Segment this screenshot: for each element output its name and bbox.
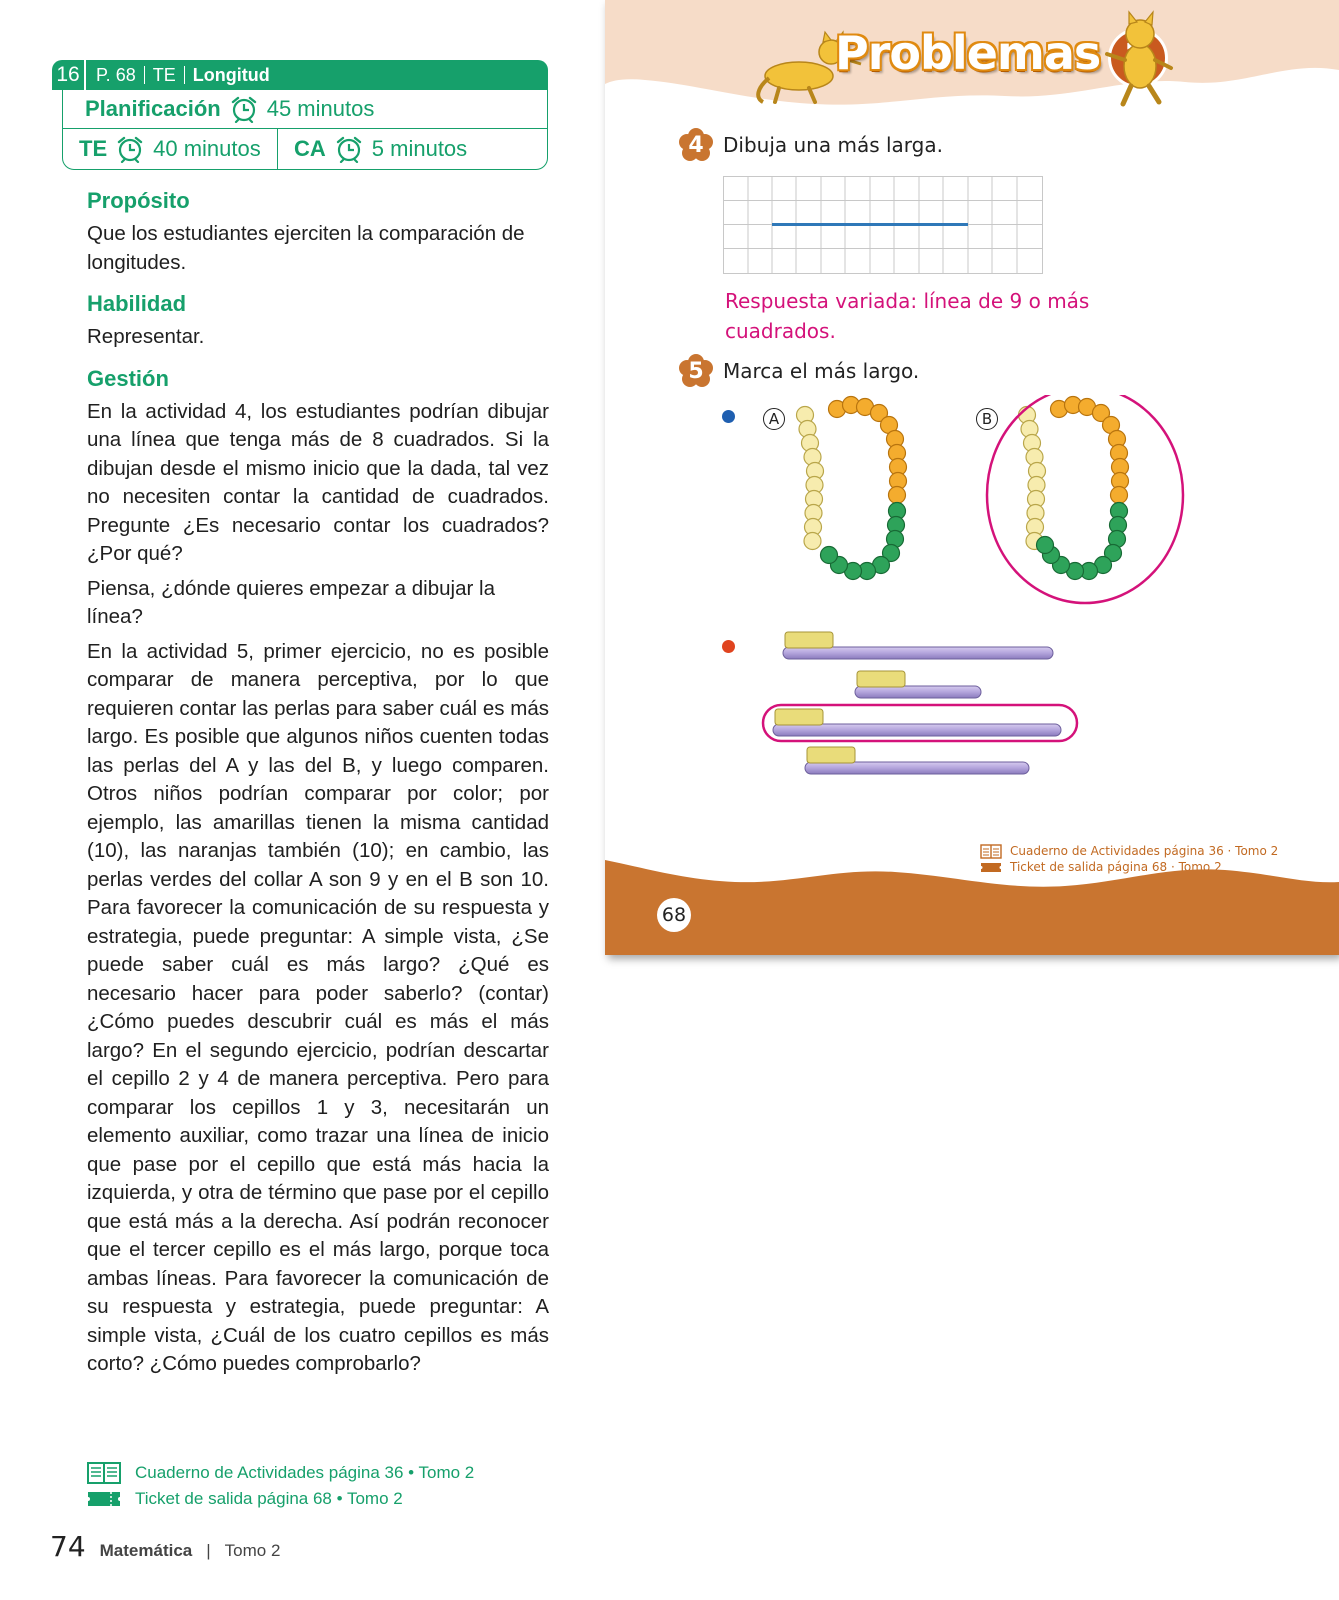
- blue-bullet: [722, 410, 735, 423]
- toothbrush-4[interactable]: [805, 747, 1029, 774]
- bead: [821, 547, 838, 564]
- toothbrush-1[interactable]: [783, 632, 1053, 659]
- divider: [144, 66, 145, 84]
- cat-mascot-icon: [1105, 10, 1175, 110]
- exit-ticket-icon: [87, 1489, 121, 1509]
- planning-time: 45 minutos: [266, 96, 375, 121]
- option-a-label: A: [763, 408, 785, 430]
- bead: [889, 487, 906, 504]
- necklace-a[interactable]: [797, 397, 907, 580]
- resource-references: [87, 1460, 474, 1512]
- activity-number-badge: [679, 128, 713, 162]
- toothbrushes-figure[interactable]: [755, 630, 1105, 810]
- alarm-clock-icon: [229, 95, 259, 123]
- activity-4-instruction: Dibuja una más larga.: [723, 133, 943, 157]
- footer-separator: |: [206, 1541, 211, 1560]
- te-time: 40 minutos: [153, 136, 261, 161]
- lesson-topic: Longitud: [192, 64, 270, 85]
- ca-time: 5 minutos: [371, 136, 468, 161]
- management-title: Gestión: [87, 365, 169, 391]
- workbook-reference: Cuaderno de Actividades página 36 • Tomo 2: [135, 1463, 475, 1482]
- answer-text: Respuesta variada: línea de 9 o más cuadrados.: [725, 289, 1090, 343]
- bead: [1111, 487, 1128, 504]
- toothbrush-2[interactable]: [855, 671, 981, 698]
- page-footer: [50, 1530, 280, 1563]
- volume-name: Tomo 2: [224, 1541, 281, 1560]
- planning-row: [62, 90, 548, 128]
- management-paragraph-2: Piensa, ¿dónde quieres empezar a dibujar la línea?: [87, 576, 495, 628]
- lesson-number: 16: [52, 60, 86, 90]
- necklaces-figure[interactable]: [765, 395, 1205, 625]
- workbook-icon: [980, 844, 1002, 859]
- bead: [804, 533, 821, 550]
- management-paragraph-3: En la actividad 5, primer ejercicio, no es posible comparar de manera perceptiva, por lo que requieren contar las perlas para saber cuál es más largo. Es posible que algunos niños cuenten todas las perlas del A y las del B, y luego comparen. Otros niños podrían comparar por color; por ejemplo, las amarillas tienen la misma cantidad (10), las naranjas también (10); en cambio, las perlas verdes del collar A son 9 y en el B son 10. Para favorecer la comunicación de su respuesta y estrategia, puede preguntar: A simple vista, ¿Se puede saber cuál es más largo? ¿Qué es necesario hacer para poder saberlo? (contar) ¿Cómo puedes descubrir cuál es más el más largo? En el segundo ejercicio, podrían descartar el cepillo 2 y 4 de manera perceptiva. Pero para comparar los cepillos 1 y 3, necesitarán un elemento auxiliar, como trazar una línea de inicio que pase por el cepillo que está más hacia la izquierda, y otra de término que pase por el cepillo que está más a la derecha. Así podrán reconocer que el tercer cepillo es el más largo, porque toca ambas líneas. Para favorecer la comunicación de su respuesta y estrategia, puede preguntar: A simple vista, ¿Cuál de los cuatro cepillos es más corto? ¿Cómo puedes comprobarlo?: [87, 639, 549, 1375]
- purpose-title: Propósito: [87, 188, 190, 213]
- activity-4-number: 4: [688, 132, 704, 158]
- teacher-guide-text: [87, 186, 549, 1385]
- bottom-wave-banner: [605, 860, 1339, 955]
- divider: [184, 66, 185, 84]
- drawing-grid[interactable]: [723, 176, 1043, 276]
- bead: [1037, 537, 1054, 554]
- page-reference: P. 68: [96, 64, 136, 85]
- activity-5-number: 5: [688, 358, 704, 384]
- activity-number-badge: [679, 354, 713, 388]
- workbook-icon: [87, 1461, 121, 1485]
- alarm-clock-icon: [115, 135, 145, 163]
- alarm-clock-icon: [334, 135, 364, 163]
- purpose-text: Que los estudiantes ejerciten la comparación de longitudes.: [87, 222, 525, 274]
- ca-label: CA: [294, 136, 326, 161]
- toothbrush-3[interactable]: [773, 709, 1061, 736]
- page-title: Problemas: [835, 26, 1101, 80]
- activity-4-heading: [679, 128, 943, 162]
- te-tag: TE: [152, 64, 176, 85]
- ticket-reference-small: Ticket de salida página 68 · Tomo 2: [1010, 860, 1222, 874]
- lesson-info-box: [52, 60, 548, 170]
- ticket-reference: Ticket de salida página 68 • Tomo 2: [135, 1489, 403, 1508]
- planning-label: Planificación: [85, 96, 221, 121]
- lesson-header: [52, 60, 548, 90]
- workbook-reference-small: Cuaderno de Actividades página 36 · Tomo 2: [1010, 844, 1279, 858]
- student-page-number: 68: [657, 898, 691, 932]
- activity-5-heading: [679, 354, 919, 388]
- te-label: TE: [79, 136, 108, 161]
- time-split-row: [62, 128, 548, 170]
- student-page: [605, 0, 1339, 955]
- management-paragraph-1: En la actividad 4, los estudiantes podrían dibujar una línea que tenga más de 8 cuadrados. Si la dibujan desde el mismo inicio que la dada, tal vez no necesiten contar la cantidad de cuadrados. Pregunte ¿Es necesario contar los cuadrados? ¿Por qué?: [87, 399, 549, 565]
- red-bullet: [722, 640, 735, 653]
- skill-title: Habilidad: [87, 291, 187, 316]
- activity-5-instruction: Marca el más largo.: [723, 359, 920, 383]
- option-b-label: B: [976, 408, 998, 430]
- subject-name: Matemática: [99, 1541, 193, 1560]
- necklace-b[interactable]: [1019, 397, 1129, 580]
- skill-text: Representar.: [87, 325, 205, 348]
- page-number: 74: [50, 1530, 86, 1563]
